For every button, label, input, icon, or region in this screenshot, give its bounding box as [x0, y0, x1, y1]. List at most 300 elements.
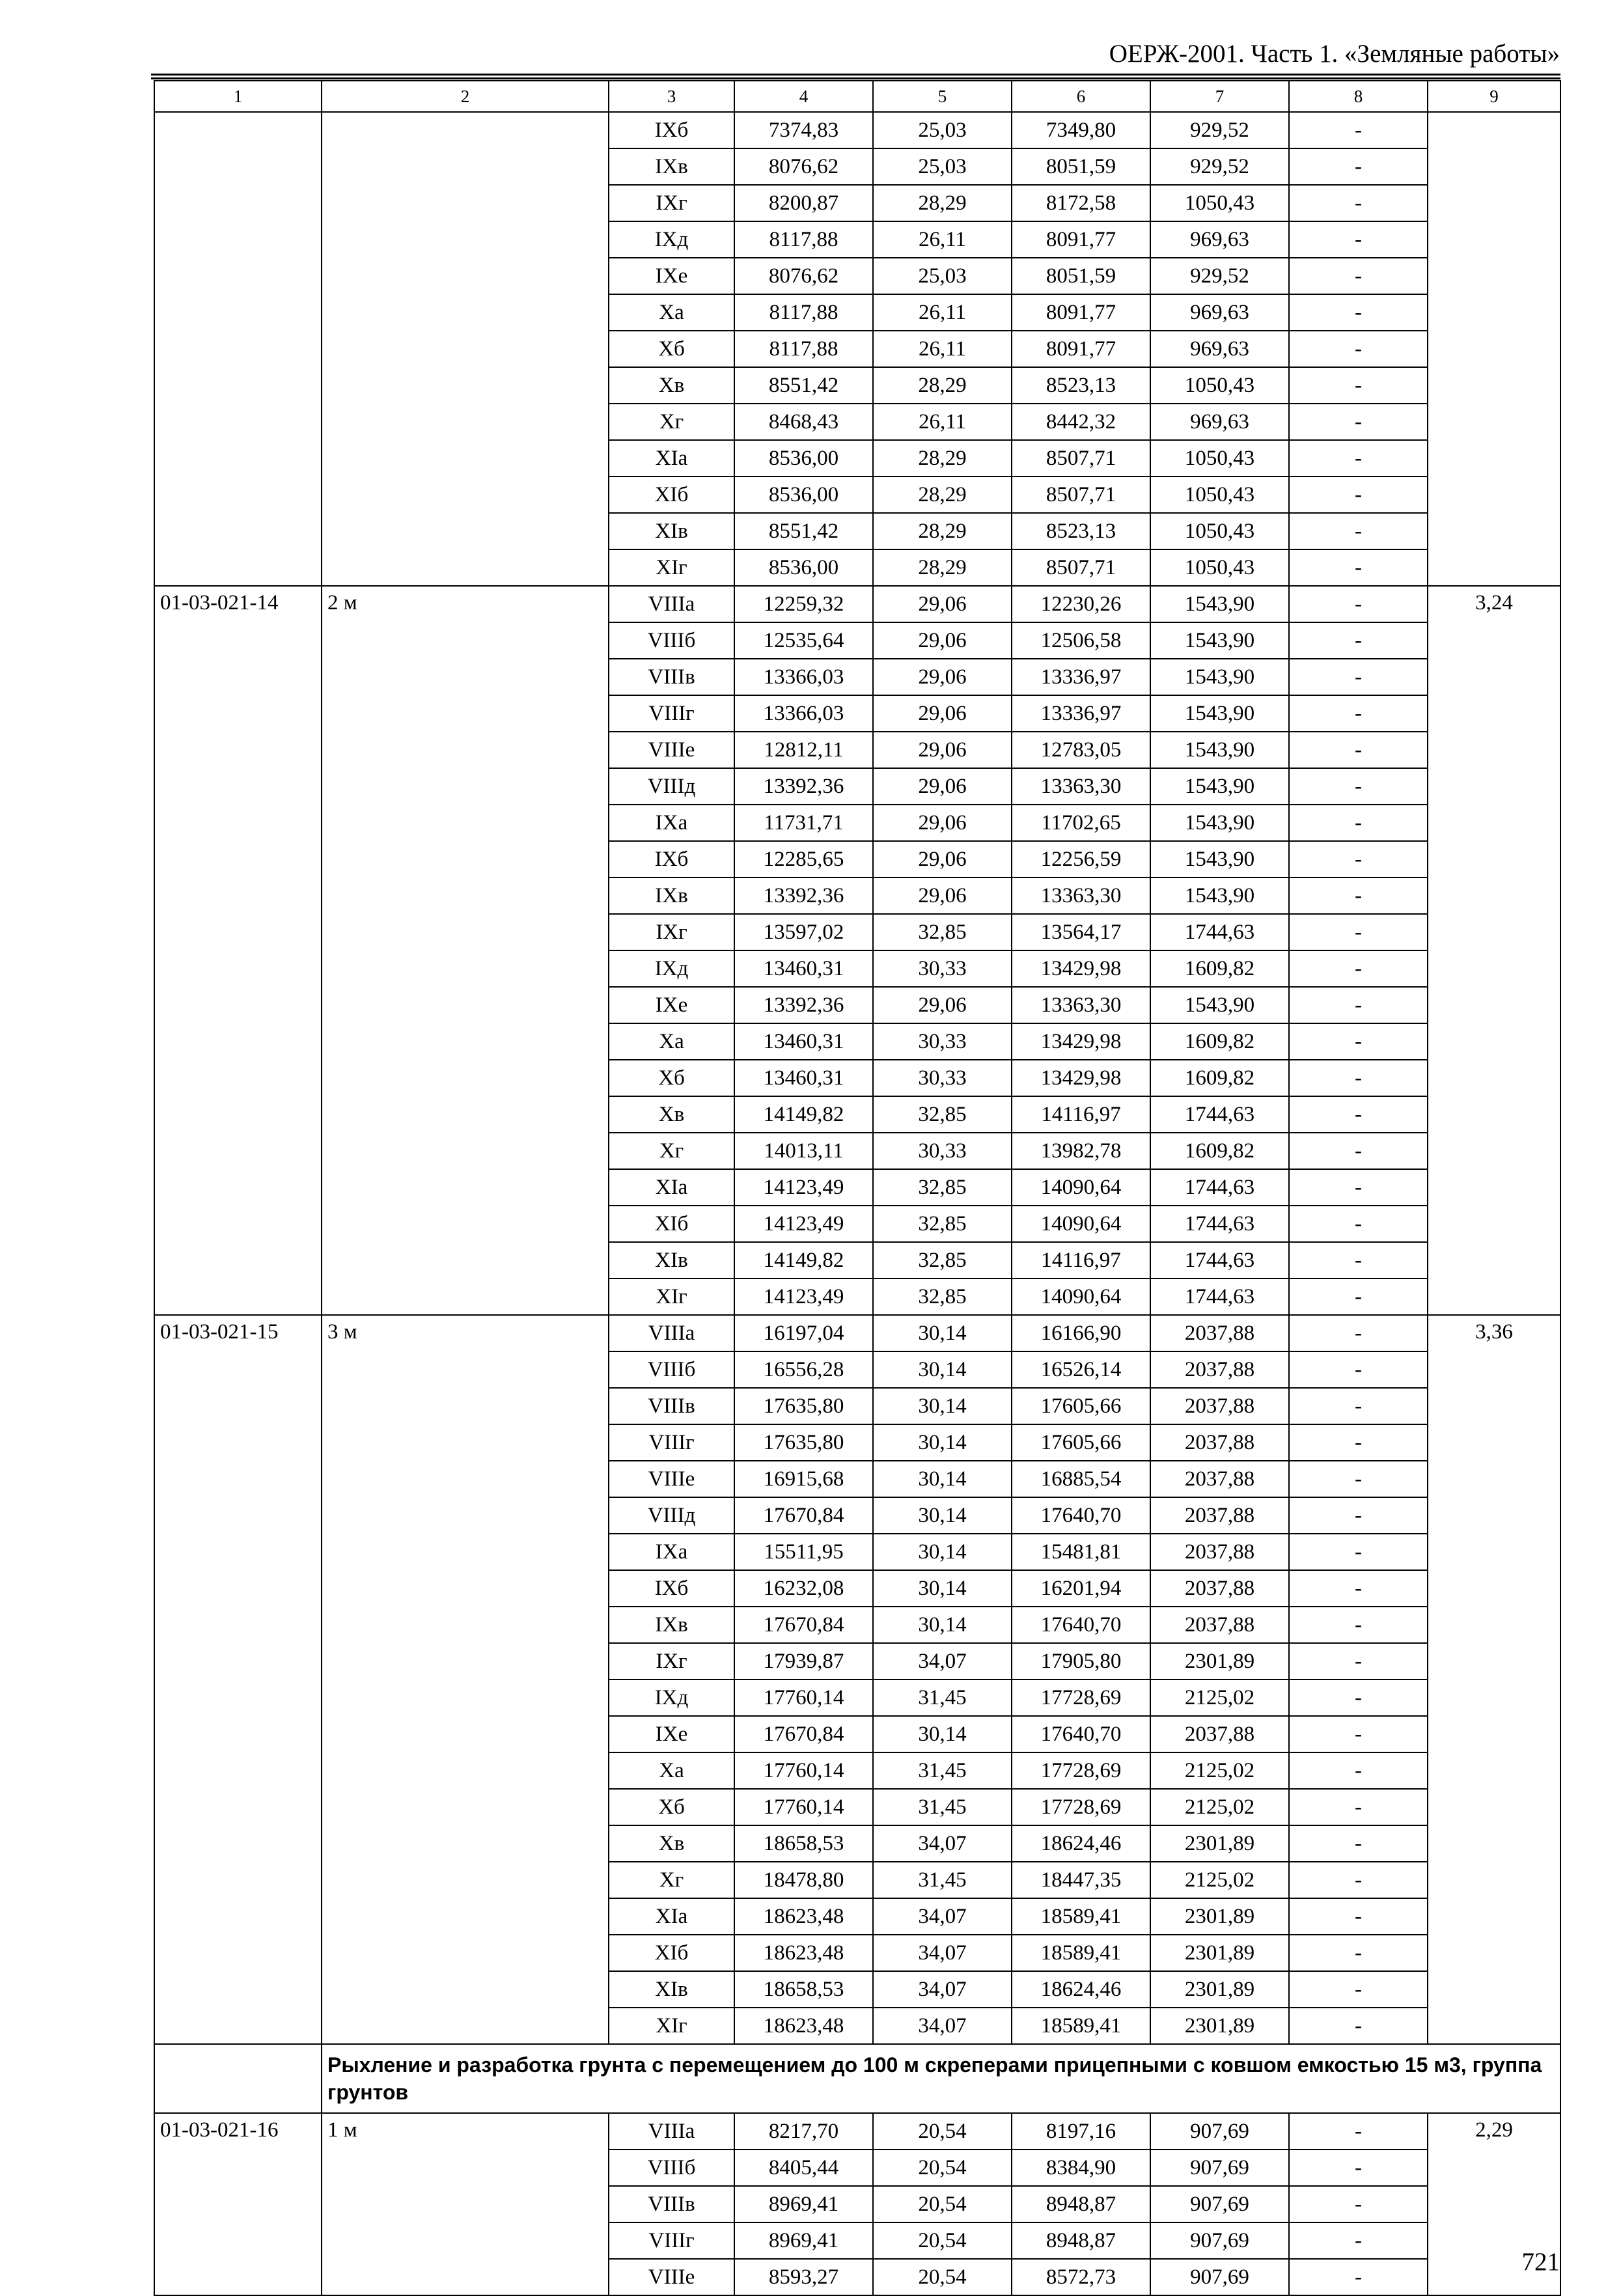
machinist-wage-cell: 1543,90: [1150, 622, 1289, 659]
direct-cost-cell: 17670,84: [734, 1716, 873, 1752]
soil-group-cell: Xа: [609, 1023, 734, 1060]
materials-cell: -: [1289, 2113, 1428, 2150]
direct-cost-cell: 17760,14: [734, 1789, 873, 1825]
soil-group-cell: Xб: [609, 1789, 734, 1825]
machine-cost-cell: 14090,64: [1012, 1169, 1150, 1206]
direct-cost-cell: 18623,48: [734, 1898, 873, 1935]
machinist-wage-cell: 1744,63: [1150, 914, 1289, 950]
soil-group-cell: IXд: [609, 221, 734, 258]
soil-group-cell: VIIIа: [609, 1315, 734, 1351]
labor-wage-cell: 29,06: [873, 732, 1012, 768]
labor-wage-cell: 34,07: [873, 1971, 1012, 2008]
soil-group-cell: IXб: [609, 1570, 734, 1607]
labor-wage-cell: 28,29: [873, 513, 1012, 549]
rate-code-cell: [154, 112, 322, 586]
rate-code-cell: 01-03-021-14: [154, 586, 322, 1315]
labor-wage-cell: 20,54: [873, 2186, 1012, 2222]
soil-group-cell: Xг: [609, 404, 734, 440]
section-title: Рыхление и разработка грунта с перемещением до 100 м скреперами прицепными с ковшом емкостью 15 м3, группа грунтов: [322, 2044, 1560, 2113]
machinist-wage-cell: 2301,89: [1150, 1971, 1289, 2008]
materials-cell: -: [1289, 659, 1428, 695]
soil-group-cell: Xа: [609, 1752, 734, 1789]
materials-cell: -: [1289, 1789, 1428, 1825]
soil-group-cell: XIг: [609, 1279, 734, 1315]
soil-group-cell: VIIIг: [609, 695, 734, 732]
soil-group-cell: XIв: [609, 1971, 734, 2008]
machinist-wage-cell: 2301,89: [1150, 1643, 1289, 1680]
direct-cost-cell: 18623,48: [734, 1935, 873, 1971]
direct-cost-cell: 16556,28: [734, 1351, 873, 1388]
direct-cost-cell: 8593,27: [734, 2259, 873, 2295]
direct-cost-cell: 17939,87: [734, 1643, 873, 1680]
soil-group-cell: IXе: [609, 1716, 734, 1752]
labor-wage-cell: 30,14: [873, 1497, 1012, 1534]
machinist-wage-cell: 1543,90: [1150, 695, 1289, 732]
machinist-wage-cell: 2301,89: [1150, 2008, 1289, 2044]
soil-group-cell: IXв: [609, 878, 734, 914]
machinist-wage-cell: 1744,63: [1150, 1206, 1289, 1242]
direct-cost-cell: 17670,84: [734, 1497, 873, 1534]
direct-cost-cell: 13460,31: [734, 1060, 873, 1096]
direct-cost-cell: 8200,87: [734, 185, 873, 221]
column-number: 1: [154, 81, 322, 112]
direct-cost-cell: 17635,80: [734, 1424, 873, 1461]
machinist-wage-cell: 1543,90: [1150, 805, 1289, 841]
rates-table: [154, 80, 1561, 2296]
materials-cell: -: [1289, 148, 1428, 185]
materials-cell: -: [1289, 914, 1428, 950]
labor-wage-cell: 30,33: [873, 1133, 1012, 1169]
machine-cost-cell: 8507,71: [1012, 440, 1150, 477]
machinist-wage-cell: 907,69: [1150, 2222, 1289, 2259]
soil-group-cell: IXе: [609, 258, 734, 294]
materials-cell: -: [1289, 477, 1428, 513]
machine-cost-cell: 8442,32: [1012, 404, 1150, 440]
machine-cost-cell: 8091,77: [1012, 331, 1150, 367]
soil-group-cell: VIIIв: [609, 659, 734, 695]
machinist-wage-cell: 929,52: [1150, 112, 1289, 148]
materials-cell: -: [1289, 841, 1428, 878]
machine-cost-cell: 17640,70: [1012, 1607, 1150, 1643]
labor-wage-cell: 26,11: [873, 294, 1012, 331]
machinist-wage-cell: 2037,88: [1150, 1607, 1289, 1643]
labor-wage-cell: 25,03: [873, 112, 1012, 148]
labor-wage-cell: 28,29: [873, 477, 1012, 513]
labor-wage-cell: 31,45: [873, 1862, 1012, 1898]
machinist-wage-cell: 907,69: [1150, 2150, 1289, 2186]
soil-group-cell: IXд: [609, 950, 734, 987]
direct-cost-cell: 13366,03: [734, 659, 873, 695]
labor-wage-cell: 30,14: [873, 1461, 1012, 1497]
table-row: [154, 586, 1560, 622]
labor-wage-cell: 31,45: [873, 1789, 1012, 1825]
direct-cost-cell: 12812,11: [734, 732, 873, 768]
soil-group-cell: VIIIг: [609, 1424, 734, 1461]
materials-cell: -: [1289, 2222, 1428, 2259]
soil-group-cell: Xб: [609, 1060, 734, 1096]
materials-cell: -: [1289, 367, 1428, 404]
labor-wage-cell: 29,06: [873, 586, 1012, 622]
soil-group-cell: Xг: [609, 1862, 734, 1898]
materials-cell: -: [1289, 1206, 1428, 1242]
machine-cost-cell: 13363,30: [1012, 987, 1150, 1023]
materials-cell: -: [1289, 1424, 1428, 1461]
direct-cost-cell: 13392,36: [734, 768, 873, 805]
machine-cost-cell: 8091,77: [1012, 221, 1150, 258]
machine-cost-cell: 18589,41: [1012, 2008, 1150, 2044]
labor-wage-cell: 20,54: [873, 2222, 1012, 2259]
coefficient-cell: 3,24: [1428, 586, 1560, 1315]
soil-group-cell: IXб: [609, 841, 734, 878]
machinist-wage-cell: 969,63: [1150, 221, 1289, 258]
labor-wage-cell: 29,06: [873, 622, 1012, 659]
section-heading-row: [154, 2044, 1560, 2113]
direct-cost-cell: 17760,14: [734, 1752, 873, 1789]
materials-cell: -: [1289, 768, 1428, 805]
machine-cost-cell: 8051,59: [1012, 148, 1150, 185]
soil-group-cell: XIг: [609, 2008, 734, 2044]
depth-spec-cell: 1 м: [322, 2113, 609, 2295]
column-number: 8: [1289, 81, 1428, 112]
machinist-wage-cell: 907,69: [1150, 2259, 1289, 2295]
machine-cost-cell: 16526,14: [1012, 1351, 1150, 1388]
machine-cost-cell: 17640,70: [1012, 1716, 1150, 1752]
labor-wage-cell: 30,14: [873, 1716, 1012, 1752]
labor-wage-cell: 30,14: [873, 1607, 1012, 1643]
machinist-wage-cell: 1543,90: [1150, 586, 1289, 622]
depth-spec-cell: 2 м: [322, 586, 609, 1315]
materials-cell: -: [1289, 732, 1428, 768]
machine-cost-cell: 8523,13: [1012, 513, 1150, 549]
machinist-wage-cell: 1543,90: [1150, 659, 1289, 695]
machinist-wage-cell: 2037,88: [1150, 1570, 1289, 1607]
soil-group-cell: XIа: [609, 1898, 734, 1935]
soil-group-cell: Xв: [609, 1096, 734, 1133]
machinist-wage-cell: 2125,02: [1150, 1752, 1289, 1789]
soil-group-cell: VIIIд: [609, 1497, 734, 1534]
machine-cost-cell: 8523,13: [1012, 367, 1150, 404]
rates-table-body: [154, 81, 1560, 2295]
table-row: [154, 112, 1560, 148]
machine-cost-cell: 12506,58: [1012, 622, 1150, 659]
materials-cell: -: [1289, 1607, 1428, 1643]
labor-wage-cell: 26,11: [873, 221, 1012, 258]
machinist-wage-cell: 1744,63: [1150, 1279, 1289, 1315]
materials-cell: -: [1289, 987, 1428, 1023]
materials-cell: -: [1289, 1935, 1428, 1971]
direct-cost-cell: 16915,68: [734, 1461, 873, 1497]
labor-wage-cell: 32,85: [873, 1279, 1012, 1315]
direct-cost-cell: 8969,41: [734, 2186, 873, 2222]
labor-wage-cell: 20,54: [873, 2150, 1012, 2186]
machinist-wage-cell: 2037,88: [1150, 1497, 1289, 1534]
labor-wage-cell: 30,33: [873, 950, 1012, 987]
materials-cell: -: [1289, 112, 1428, 148]
direct-cost-cell: 12535,64: [734, 622, 873, 659]
soil-group-cell: XIб: [609, 1206, 734, 1242]
labor-wage-cell: 32,85: [873, 1242, 1012, 1279]
machine-cost-cell: 17605,66: [1012, 1388, 1150, 1424]
depth-spec-cell: [322, 112, 609, 586]
labor-wage-cell: 34,07: [873, 1825, 1012, 1862]
machine-cost-cell: 17640,70: [1012, 1497, 1150, 1534]
direct-cost-cell: 8536,00: [734, 549, 873, 586]
soil-group-cell: XIг: [609, 549, 734, 586]
machine-cost-cell: 13429,98: [1012, 1060, 1150, 1096]
labor-wage-cell: 30,14: [873, 1570, 1012, 1607]
machine-cost-cell: 16166,90: [1012, 1315, 1150, 1351]
column-number: 2: [322, 81, 609, 112]
machinist-wage-cell: 907,69: [1150, 2186, 1289, 2222]
materials-cell: -: [1289, 2259, 1428, 2295]
labor-wage-cell: 28,29: [873, 185, 1012, 221]
machine-cost-cell: 14116,97: [1012, 1096, 1150, 1133]
machinist-wage-cell: 2037,88: [1150, 1461, 1289, 1497]
soil-group-cell: VIIIб: [609, 1351, 734, 1388]
labor-wage-cell: 30,14: [873, 1534, 1012, 1570]
soil-group-cell: XIб: [609, 1935, 734, 1971]
materials-cell: -: [1289, 1862, 1428, 1898]
machinist-wage-cell: 969,63: [1150, 404, 1289, 440]
labor-wage-cell: 32,85: [873, 1169, 1012, 1206]
direct-cost-cell: 15511,95: [734, 1534, 873, 1570]
direct-cost-cell: 14123,49: [734, 1169, 873, 1206]
machinist-wage-cell: 1050,43: [1150, 367, 1289, 404]
machine-cost-cell: 13982,78: [1012, 1133, 1150, 1169]
machinist-wage-cell: 2125,02: [1150, 1789, 1289, 1825]
labor-wage-cell: 28,29: [873, 367, 1012, 404]
soil-group-cell: VIIIв: [609, 2186, 734, 2222]
machine-cost-cell: 14090,64: [1012, 1279, 1150, 1315]
machinist-wage-cell: 1050,43: [1150, 440, 1289, 477]
soil-group-cell: Xв: [609, 1825, 734, 1862]
column-number: 5: [873, 81, 1012, 112]
materials-cell: -: [1289, 2150, 1428, 2186]
materials-cell: -: [1289, 1351, 1428, 1388]
direct-cost-cell: 18478,80: [734, 1862, 873, 1898]
machine-cost-cell: 17605,66: [1012, 1424, 1150, 1461]
labor-wage-cell: 25,03: [873, 148, 1012, 185]
materials-cell: -: [1289, 1096, 1428, 1133]
direct-cost-cell: 13392,36: [734, 987, 873, 1023]
labor-wage-cell: 31,45: [873, 1752, 1012, 1789]
labor-wage-cell: 30,33: [873, 1060, 1012, 1096]
machinist-wage-cell: 2037,88: [1150, 1351, 1289, 1388]
machine-cost-cell: 8948,87: [1012, 2186, 1150, 2222]
direct-cost-cell: 8117,88: [734, 294, 873, 331]
page-number: 721: [1521, 2248, 1560, 2276]
machinist-wage-cell: 969,63: [1150, 294, 1289, 331]
labor-wage-cell: 26,11: [873, 404, 1012, 440]
machine-cost-cell: 14090,64: [1012, 1206, 1150, 1242]
labor-wage-cell: 28,29: [873, 549, 1012, 586]
machinist-wage-cell: 907,69: [1150, 2113, 1289, 2150]
materials-cell: -: [1289, 185, 1428, 221]
section-empty-cell: [154, 2044, 322, 2113]
machinist-wage-cell: 929,52: [1150, 148, 1289, 185]
materials-cell: -: [1289, 440, 1428, 477]
machinist-wage-cell: 2125,02: [1150, 1862, 1289, 1898]
soil-group-cell: VIIIб: [609, 622, 734, 659]
labor-wage-cell: 34,07: [873, 2008, 1012, 2044]
machinist-wage-cell: 929,52: [1150, 258, 1289, 294]
materials-cell: -: [1289, 1752, 1428, 1789]
table-row: [154, 2113, 1560, 2150]
labor-wage-cell: 25,03: [873, 258, 1012, 294]
direct-cost-cell: 8551,42: [734, 513, 873, 549]
soil-group-cell: IXг: [609, 185, 734, 221]
direct-cost-cell: 17760,14: [734, 1680, 873, 1716]
labor-wage-cell: 32,85: [873, 1096, 1012, 1133]
machine-cost-cell: 13429,98: [1012, 950, 1150, 987]
direct-cost-cell: 13597,02: [734, 914, 873, 950]
direct-cost-cell: 8117,88: [734, 221, 873, 258]
page-header-title: ОЕРЖ-2001. Часть 1. «Земляные работы»: [1109, 40, 1560, 68]
materials-cell: -: [1289, 331, 1428, 367]
labor-wage-cell: 30,14: [873, 1388, 1012, 1424]
labor-wage-cell: 32,85: [873, 1206, 1012, 1242]
materials-cell: -: [1289, 1060, 1428, 1096]
materials-cell: -: [1289, 549, 1428, 586]
machine-cost-cell: 8572,73: [1012, 2259, 1150, 2295]
machine-cost-cell: 11702,65: [1012, 805, 1150, 841]
machine-cost-cell: 13336,97: [1012, 695, 1150, 732]
direct-cost-cell: 8536,00: [734, 440, 873, 477]
direct-cost-cell: 14123,49: [734, 1279, 873, 1315]
soil-group-cell: VIIIд: [609, 768, 734, 805]
materials-cell: -: [1289, 1570, 1428, 1607]
soil-group-cell: XIа: [609, 440, 734, 477]
machinist-wage-cell: 1744,63: [1150, 1169, 1289, 1206]
direct-cost-cell: 12285,65: [734, 841, 873, 878]
soil-group-cell: Xа: [609, 294, 734, 331]
machine-cost-cell: 8384,90: [1012, 2150, 1150, 2186]
table-row: [154, 1315, 1560, 1351]
machine-cost-cell: 18624,46: [1012, 1825, 1150, 1862]
machinist-wage-cell: 1609,82: [1150, 1023, 1289, 1060]
column-number: 9: [1428, 81, 1560, 112]
materials-cell: -: [1289, 1133, 1428, 1169]
machine-cost-cell: 8051,59: [1012, 258, 1150, 294]
labor-wage-cell: 31,45: [873, 1680, 1012, 1716]
direct-cost-cell: 8076,62: [734, 148, 873, 185]
direct-cost-cell: 18658,53: [734, 1825, 873, 1862]
direct-cost-cell: 8076,62: [734, 258, 873, 294]
materials-cell: -: [1289, 1279, 1428, 1315]
materials-cell: -: [1289, 1315, 1428, 1351]
direct-cost-cell: 14123,49: [734, 1206, 873, 1242]
labor-wage-cell: 30,14: [873, 1351, 1012, 1388]
machinist-wage-cell: 2037,88: [1150, 1315, 1289, 1351]
machine-cost-cell: 13564,17: [1012, 914, 1150, 950]
machine-cost-cell: 17905,80: [1012, 1643, 1150, 1680]
machine-cost-cell: 17728,69: [1012, 1752, 1150, 1789]
materials-cell: -: [1289, 2008, 1428, 2044]
labor-wage-cell: 34,07: [873, 1643, 1012, 1680]
direct-cost-cell: 8969,41: [734, 2222, 873, 2259]
direct-cost-cell: 13460,31: [734, 950, 873, 987]
direct-cost-cell: 11731,71: [734, 805, 873, 841]
machinist-wage-cell: 2301,89: [1150, 1935, 1289, 1971]
machine-cost-cell: 13363,30: [1012, 768, 1150, 805]
soil-group-cell: IXе: [609, 987, 734, 1023]
materials-cell: -: [1289, 1169, 1428, 1206]
machine-cost-cell: 7349,80: [1012, 112, 1150, 148]
labor-wage-cell: 30,14: [873, 1424, 1012, 1461]
materials-cell: -: [1289, 622, 1428, 659]
machinist-wage-cell: 1543,90: [1150, 768, 1289, 805]
machinist-wage-cell: 1609,82: [1150, 1133, 1289, 1169]
materials-cell: -: [1289, 1898, 1428, 1935]
direct-cost-cell: 8405,44: [734, 2150, 873, 2186]
machine-cost-cell: 12256,59: [1012, 841, 1150, 878]
materials-cell: -: [1289, 950, 1428, 987]
materials-cell: -: [1289, 294, 1428, 331]
column-number-row: [154, 81, 1560, 112]
soil-group-cell: IXа: [609, 1534, 734, 1570]
column-number: 7: [1150, 81, 1289, 112]
labor-wage-cell: 28,29: [873, 440, 1012, 477]
column-number: 3: [609, 81, 734, 112]
materials-cell: -: [1289, 2186, 1428, 2222]
materials-cell: -: [1289, 1825, 1428, 1862]
materials-cell: -: [1289, 805, 1428, 841]
coefficient-cell: 3,36: [1428, 1315, 1560, 2044]
machinist-wage-cell: 2037,88: [1150, 1534, 1289, 1570]
materials-cell: -: [1289, 404, 1428, 440]
materials-cell: -: [1289, 695, 1428, 732]
soil-group-cell: IXв: [609, 148, 734, 185]
materials-cell: -: [1289, 1023, 1428, 1060]
machine-cost-cell: 18624,46: [1012, 1971, 1150, 2008]
machine-cost-cell: 17728,69: [1012, 1789, 1150, 1825]
machinist-wage-cell: 969,63: [1150, 331, 1289, 367]
soil-group-cell: IXа: [609, 805, 734, 841]
labor-wage-cell: 26,11: [873, 331, 1012, 367]
materials-cell: -: [1289, 1643, 1428, 1680]
machine-cost-cell: 13363,30: [1012, 878, 1150, 914]
machinist-wage-cell: 2125,02: [1150, 1680, 1289, 1716]
soil-group-cell: VIIIа: [609, 586, 734, 622]
labor-wage-cell: 29,06: [873, 878, 1012, 914]
labor-wage-cell: 20,54: [873, 2113, 1012, 2150]
materials-cell: -: [1289, 586, 1428, 622]
direct-cost-cell: 14149,82: [734, 1096, 873, 1133]
machinist-wage-cell: 1609,82: [1150, 950, 1289, 987]
materials-cell: -: [1289, 1680, 1428, 1716]
labor-wage-cell: 30,14: [873, 1315, 1012, 1351]
soil-group-cell: VIIIе: [609, 1461, 734, 1497]
machinist-wage-cell: 1744,63: [1150, 1096, 1289, 1133]
column-number: 6: [1012, 81, 1150, 112]
direct-cost-cell: 14149,82: [734, 1242, 873, 1279]
materials-cell: -: [1289, 1971, 1428, 2008]
materials-cell: -: [1289, 878, 1428, 914]
machinist-wage-cell: 2037,88: [1150, 1716, 1289, 1752]
machinist-wage-cell: 1609,82: [1150, 1060, 1289, 1096]
soil-group-cell: VIIIг: [609, 2222, 734, 2259]
direct-cost-cell: 16232,08: [734, 1570, 873, 1607]
coefficient-cell: [1428, 112, 1560, 586]
machinist-wage-cell: 1050,43: [1150, 477, 1289, 513]
labor-wage-cell: 30,33: [873, 1023, 1012, 1060]
machine-cost-cell: 12230,26: [1012, 586, 1150, 622]
soil-group-cell: XIа: [609, 1169, 734, 1206]
materials-cell: -: [1289, 513, 1428, 549]
labor-wage-cell: 34,07: [873, 1935, 1012, 1971]
machine-cost-cell: 13429,98: [1012, 1023, 1150, 1060]
labor-wage-cell: 32,85: [873, 914, 1012, 950]
